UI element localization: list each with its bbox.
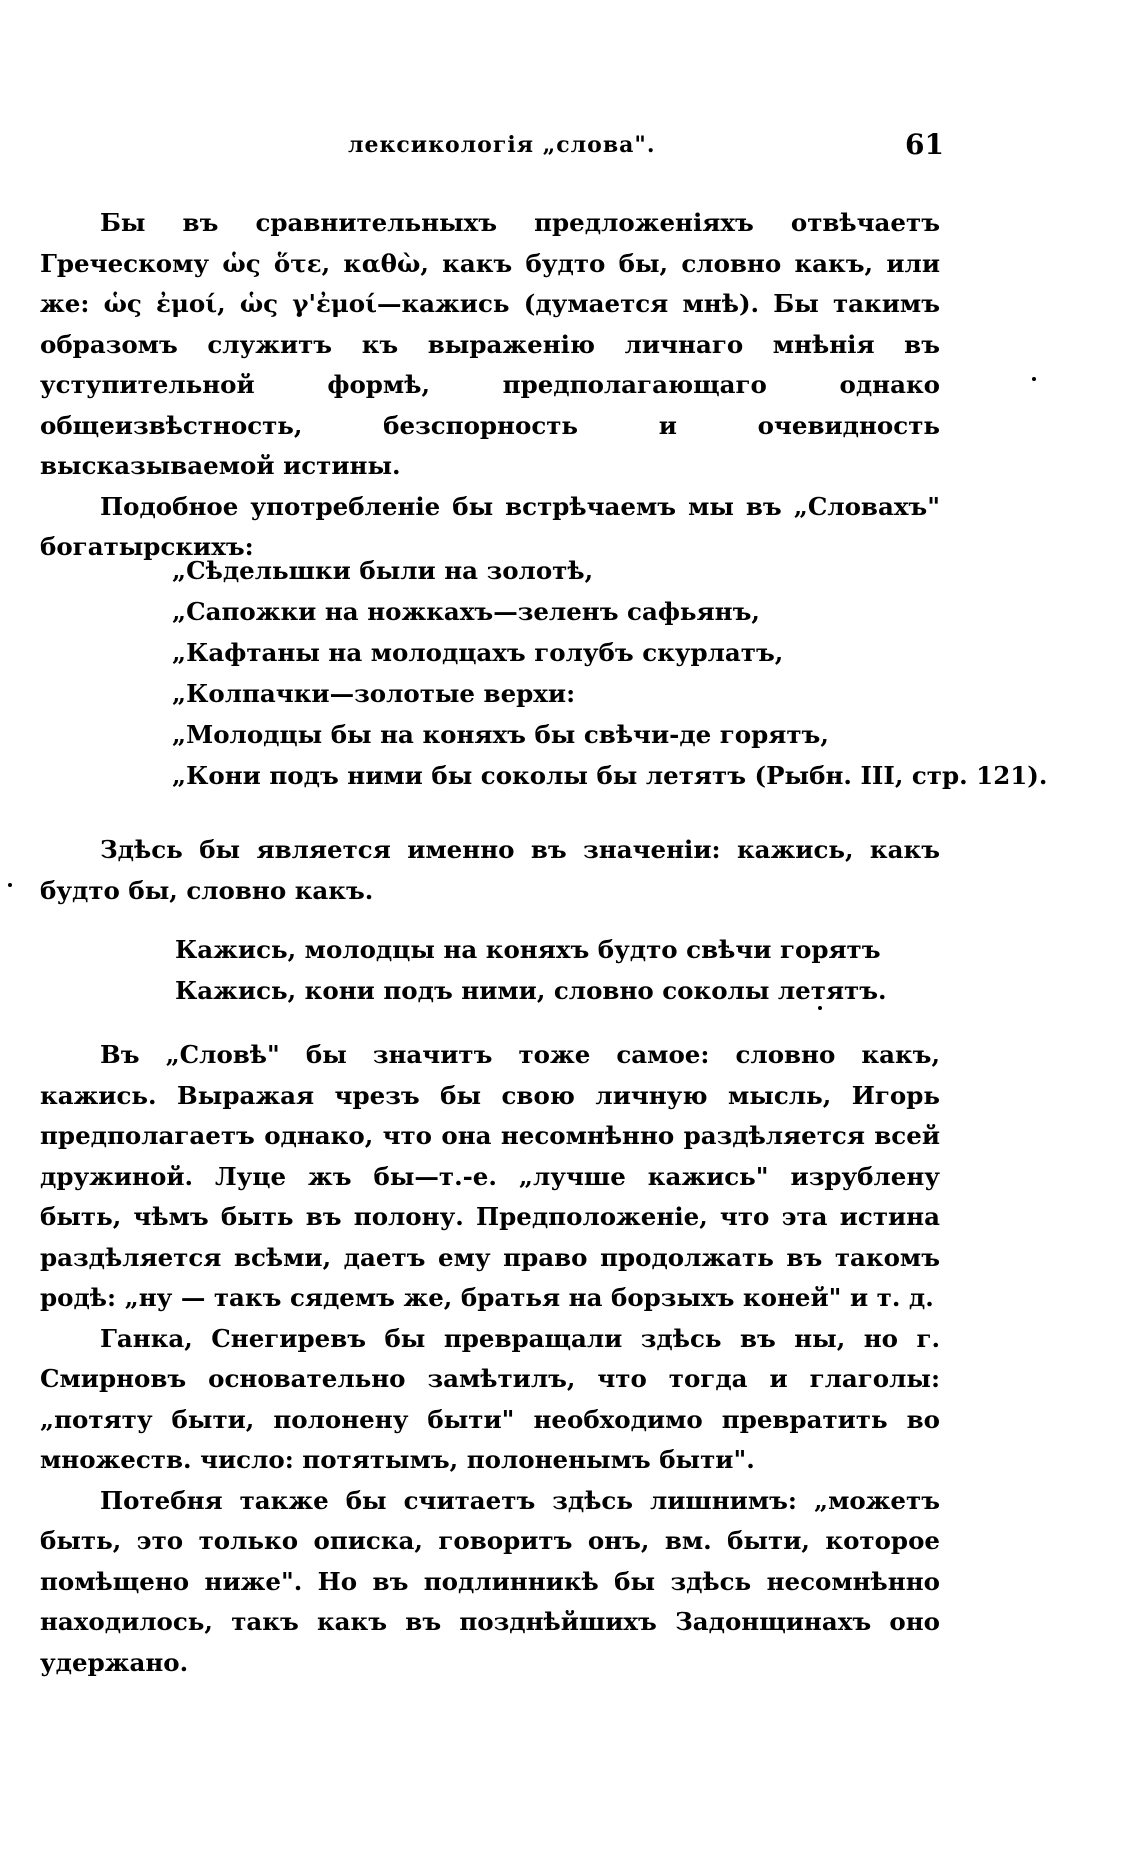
running-title: лексикологія „слова". [348,132,656,158]
paragraph-5: Ганка, Снегиревъ бы превращали здѣсь въ ны, но г. Смирновъ основательно замѣтилъ, что тогда и глаголы: „потяту быти, полонену быти" необходимо превратить во множеств. число: потятымъ, полоненымъ быти". [40,1323,940,1474]
body-text-mid [40,830,940,911]
verse-line: „Сѣдельшки были на золотѣ, [172,556,594,585]
scan-speck [818,1006,822,1010]
paragraph-3: Здѣсь бы является именно въ значеніи: кажись, какъ будто бы, словно какъ. [40,835,940,905]
scan-speck [1032,377,1036,381]
paragraph-2: Подобное употребленіе бы встрѣчаемъ мы въ „Словахъ" богатырскихъ: [40,491,940,561]
verse-line: „Молодцы бы на коняхъ бы свѣчи-де горятъ, [172,720,829,749]
paragraph-1: Бы въ сравнительныхъ предложеніяхъ отвѣчаетъ Греческому ὡς ὅτε, καθὼ, какъ будто бы, словно какъ, или же: ὡς ἐμοί, ὡς γ'ἐμοί—кажись (думается мнѣ). Бы такимъ образомъ служитъ къ выраженію личнаго мнѣнія въ уступительной формѣ, предполагающаго однако общеизвѣстность, безспорность и очевидность высказываемой истины. [40,208,940,480]
scan-speck [8,883,12,887]
example-line: Кажись, молодцы на коняхъ будто свѣчи горятъ [175,935,881,964]
verse-line: „Сапожки на ножкахъ—зеленъ сафьянъ, [172,597,760,626]
verse-line: „Кони подъ ними бы соколы бы летятъ (Рыбн. III, стр. 121). [172,761,1048,790]
verse-line: „Кафтаны на молодцахъ голубъ скурлатъ, [172,638,784,667]
verse-line: „Колпачки—золотые верхи: [172,679,576,708]
page-number: 61 [905,128,944,161]
body-text-top [40,203,940,568]
body-text-bottom [40,1035,940,1683]
paragraph-4: Въ „Словѣ" бы значитъ тоже самое: словно какъ, кажись. Выражая чрезъ бы свою личную мысль, Игорь предполагаетъ однако, что она несомнѣнно раздѣляется всей дружиной. Луце жъ бы—т.-е. „лучше кажись" изрублену быть, чѣмъ быть въ полону. Предположеніе, что эта истина раздѣляется всѣми, даетъ ему право продолжать въ такомъ родѣ: „ну — такъ сядемъ же, братья на борзыхъ коней" и т. д. [40,1040,940,1312]
example-line: Кажись, кони подъ ними, словно соколы летятъ. [175,976,887,1005]
page-header [0,128,1140,168]
paragraph-6: Потебня также бы считаетъ здѣсь лишнимъ: „можетъ быть, это только описка, говоритъ онъ, вм. быти, которое помѣщено ниже". Но въ подлинникѣ бы здѣсь несомнѣнно находилось, такъ какъ въ позднѣйшихъ Задонщинахъ оно удержано. [40,1485,940,1677]
